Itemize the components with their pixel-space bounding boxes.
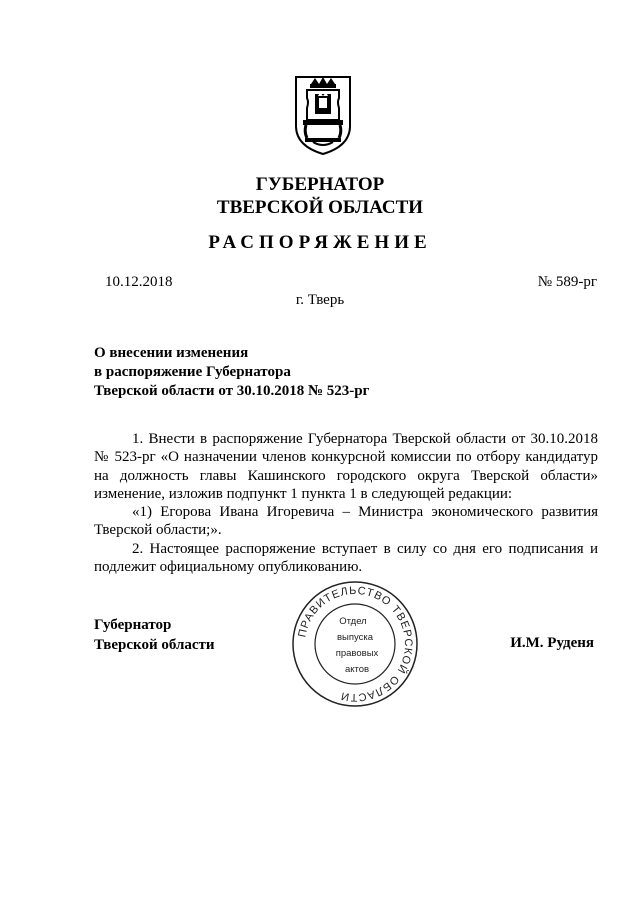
signatory-title-line1: Губернатор xyxy=(94,617,172,633)
stamp-center-line: выпуска xyxy=(336,632,374,643)
signatory-title-line2: Тверской области xyxy=(94,637,215,653)
body-paragraph: 2. Настоящее распоряжение вступает в силу со дня его подписания и подлежит официальному опубликованию. xyxy=(94,540,598,576)
stamp-ring-text: ПРАВИТЕЛЬСТВО ТВЕРСКОЙ ОБЛАСТИ xyxy=(296,584,415,704)
official-stamp xyxy=(291,580,419,708)
document-body xyxy=(94,430,598,576)
signatory-name: И.М. Руденя xyxy=(510,635,594,651)
subject-line: Тверской области от 30.10.2018 № 523-рг xyxy=(94,383,370,399)
subject-line: в распоряжение Губернатора xyxy=(94,364,291,380)
body-paragraph: 1. Внести в распоряжение Губернатора Тверской области от 30.10.2018 № 523-рг «О назначении членов конкурсной комиссии по отбору кандидатур на должность главы Кашинского городского округа Тверской области» изменение, изложив подпункт 1 пункта 1 в следующей редакции: xyxy=(94,431,598,502)
body-paragraph: «1) Егорова Ивана Игоревича – Министра экономического развития Тверской области;». xyxy=(94,504,598,539)
stamp-center-line: Отдел xyxy=(339,616,367,627)
stamp-center-line: актов xyxy=(344,664,370,675)
coat-of-arms-icon xyxy=(293,74,353,156)
stamp-center-line: правовых xyxy=(335,648,379,659)
issuer-title-line1: ГУБЕРНАТОР xyxy=(255,174,385,195)
document-subject xyxy=(94,344,369,401)
subject-line: О внесении изменения xyxy=(94,345,249,361)
document-type: РАСПОРЯЖЕНИЕ xyxy=(208,232,432,253)
signatory-title xyxy=(94,615,215,655)
svg-text:ПРАВИТЕЛЬСТВО ТВЕРСКОЙ ОБЛАСТИ xyxy=(296,585,414,703)
document-city: г. Тверь xyxy=(295,292,345,308)
document-date: 10.12.2018 xyxy=(105,274,173,290)
issuer-title-line2: ТВЕРСКОЙ ОБЛАСТИ xyxy=(216,197,424,218)
document-number: № 589-рг xyxy=(537,274,597,290)
